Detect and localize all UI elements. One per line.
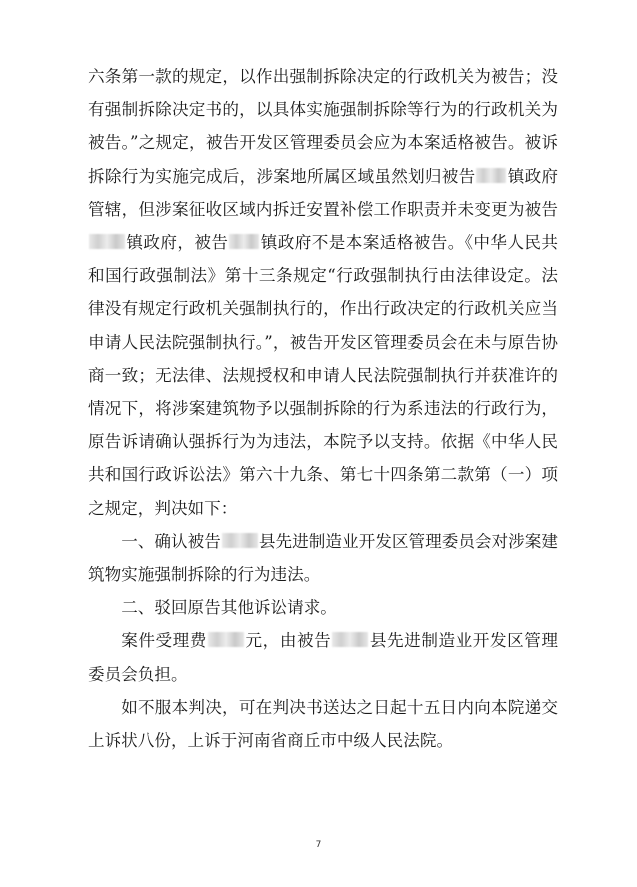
- paragraph-text: 案件受理费: [121, 631, 207, 651]
- paragraph-court-fee: [88, 624, 558, 690]
- paragraph-text: 一、确认被告: [121, 531, 221, 551]
- paragraph-text: 六条第一款的规定，以作出强制拆除决定的行政机关为被告；没有强制拆除决定书的，以具体实施强制拆除等行为的行政机关为被告。”之规定，被告开发区管理委员会应为本案适格被告。被诉拆除行为实施完成后，涉案地所属区域虽然划归被告: [88, 67, 558, 186]
- paragraph-text: 元，由被告: [244, 631, 332, 651]
- redaction-mark: [89, 234, 125, 249]
- page-number: 7: [315, 840, 322, 850]
- paragraph-text: 县先进制造业开发区管理委员会负担。: [88, 631, 559, 684]
- judgment-body: [88, 60, 558, 757]
- redaction-mark: [332, 632, 368, 647]
- paragraph-appeal: 如不服本判决，可在判决书送达之日起十五日内向本院递交上诉状八份，上诉于河南省商丘市中级人民法院。: [88, 697, 558, 751]
- paragraph-reasoning: [88, 60, 558, 525]
- paragraph-ruling-two: 二、驳回原告其他诉讼请求。: [121, 598, 337, 618]
- paragraph-text: 镇政府管辖，但涉案征收区域内拆迁安置补偿工作职责并未变更为被告: [88, 166, 559, 219]
- redaction-mark: [476, 168, 506, 183]
- redaction-mark: [229, 234, 259, 249]
- redaction-mark: [222, 533, 258, 548]
- redaction-mark: [208, 632, 244, 647]
- paragraph-ruling-one: [88, 525, 558, 591]
- paragraph-text: 县先进制造业开发区管理委员会对涉案建筑物实施强制拆除的行为违法。: [88, 531, 558, 585]
- paragraph-text: 镇政府不是本案适格被告。《中华人民共和国行政强制法》第十三条规定“行政强制执行由法律设定。法律没有规定行政机关强制执行的，作出行政决定的行政机关应当申请人民法院强制执行。”，被告开发区管理委员会在未与原告协商一致；无法律、法规授权和申请人民法院强制执行并获准许的情况下，将涉案建筑物予以强制拆除的行为系违法的行政行为，原告诉请确认强拆行为为违法，本院予以支持。依据《中华人民共和国行政诉讼法》第六十九条、第七十四条第二款第（一）项之规定，判决如下：: [88, 233, 559, 518]
- paragraph-text: 镇政府，被告: [126, 233, 229, 253]
